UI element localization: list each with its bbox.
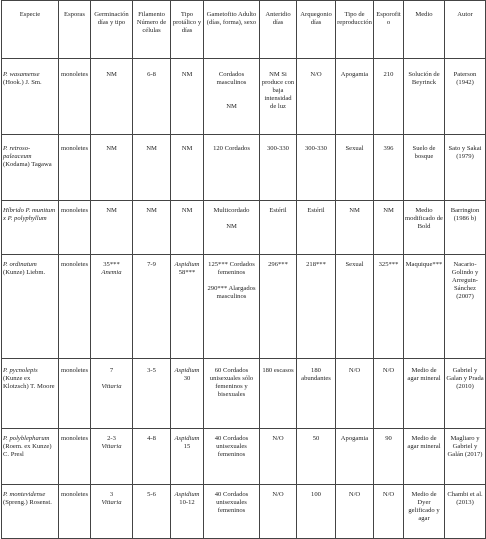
germinacion-tipo: Vittaria [101, 383, 122, 390]
cell-autor: Nacario-Golindo y Arreguin-Sánchez (2007) [445, 255, 486, 359]
cell-protalico [171, 59, 204, 135]
species-author: (Kunze) Liebm. [3, 269, 46, 276]
cell-esporofito: N/O [374, 485, 404, 539]
cell-esporofito: NM [374, 201, 404, 255]
species-name: P. retroso-paleaceum [3, 145, 32, 160]
table-row [2, 429, 486, 485]
table-row [2, 255, 486, 359]
table-row [2, 485, 486, 539]
germinacion-dias: 35*** [103, 261, 120, 268]
cell-protalico [171, 359, 204, 429]
protalico-tipo: NM [181, 207, 193, 214]
cell-arquegonio: 50 [297, 429, 336, 485]
cell-especie [2, 429, 59, 485]
cell-esporas: monoletes [59, 359, 91, 429]
gametofito-a: 120 Cordados [213, 145, 250, 152]
protalico-dias: 10-12 [179, 499, 195, 506]
germinacion-dias: 7 [109, 367, 114, 374]
cell-filamento: 5-6 [133, 485, 171, 539]
cell-germinacion [91, 59, 133, 135]
cell-reproduccion: NM [336, 201, 374, 255]
cell-arquegonio: 218*** [297, 255, 336, 359]
cell-gametofito [204, 201, 260, 255]
species-name: P. polyblepharum [3, 435, 50, 442]
cell-medio: Medio modificado de Bold [404, 201, 445, 255]
cell-especie [2, 485, 59, 539]
cell-medio: Suelo de bosque [404, 135, 445, 201]
cell-arquegonio: 180 abundantes [297, 359, 336, 429]
cell-esporas: monoletes [59, 201, 91, 255]
header-anteridio: Anteridio días [260, 1, 297, 59]
cell-germinacion [91, 359, 133, 429]
cell-anteridio: 180 escasos [260, 359, 297, 429]
gametofito-b: NM [226, 103, 237, 110]
cell-gametofito [204, 485, 260, 539]
header-row [2, 1, 486, 59]
protalico-tipo: Aspidium [174, 435, 200, 442]
header-gametofito: Gametofito Adulto (días, forma), sexo [204, 1, 260, 59]
protalico-dias: 15 [183, 443, 191, 450]
cell-medio: Medio de agar mineral [404, 429, 445, 485]
cell-medio: Medio de Dyer gelificado y agar [404, 485, 445, 539]
cell-protalico [171, 135, 204, 201]
header-autor: Autor [445, 1, 486, 59]
germinacion-dias: NM [106, 207, 117, 214]
species-name: P. montevidense [3, 491, 46, 498]
species-name: P. wasamense [3, 71, 40, 78]
germinacion-tipo: Anemia [101, 269, 122, 276]
cell-arquegonio: 300-330 [297, 135, 336, 201]
species-name: P. ordinatum [3, 261, 37, 268]
cell-gametofito [204, 255, 260, 359]
species-author: (Spreng.) Rosenst. [3, 499, 52, 506]
cell-esporas: monoletes [59, 485, 91, 539]
cell-anteridio: Estéril [260, 201, 297, 255]
protalico-tipo: Aspidium [174, 261, 200, 268]
cell-esporas: monoletes [59, 135, 91, 201]
cell-esporofito: 396 [374, 135, 404, 201]
cell-esporofito: 210 [374, 59, 404, 135]
gametofito-a: Multicordado [213, 207, 250, 214]
gametofito-b: 290*** Alargados masculinos [207, 285, 256, 300]
cell-filamento: NM [133, 135, 171, 201]
cell-esporas: monoletes [59, 429, 91, 485]
cell-autor: Sato y Sakai (1979) [445, 135, 486, 201]
cell-protalico [171, 429, 204, 485]
germinacion-tipo: Vittaria [101, 443, 122, 450]
cell-medio: Maquique*** [404, 255, 445, 359]
protalico-dias: 58*** [178, 269, 196, 276]
cell-esporas: monoletes [59, 255, 91, 359]
cell-esporas: monoletes [59, 59, 91, 135]
species-author: (Kunze ex Klotzsch) T. Moore [3, 375, 55, 390]
cell-esporofito: 325*** [374, 255, 404, 359]
cell-arquegonio: N/O [297, 59, 336, 135]
cell-autor: Magliaro y Gabriel y Galán (2017) [445, 429, 486, 485]
cell-especie [2, 135, 59, 201]
header-reproduccion: Tipo de reproducción [336, 1, 374, 59]
header-arquegonio: Arquegonio días [297, 1, 336, 59]
species-table [1, 0, 486, 539]
gametofito-a: 40 Cordados unisexuales femeninos [214, 491, 249, 514]
germinacion-dias: NM [106, 71, 117, 78]
protalico-tipo: NM [181, 71, 193, 78]
header-medio: Medio [404, 1, 445, 59]
table-row [2, 135, 486, 201]
header-especie: Especie [2, 1, 59, 59]
cell-filamento: 4-8 [133, 429, 171, 485]
cell-reproduccion: N/O [336, 359, 374, 429]
cell-especie [2, 59, 59, 135]
cell-esporofito: N/O [374, 359, 404, 429]
cell-medio: Solución de Beyrinck [404, 59, 445, 135]
protalico-tipo: Aspidium [174, 367, 200, 374]
cell-anteridio: NM Si produce con baja intensidad de luz [260, 59, 297, 135]
species-name: P. pycnolepis [3, 367, 38, 374]
cell-germinacion [91, 201, 133, 255]
cell-protalico [171, 485, 204, 539]
germinacion-dias: NM [106, 145, 117, 152]
header-esporofito: Esporofito [374, 1, 404, 59]
cell-esporofito: 90 [374, 429, 404, 485]
header-esporas: Esporas [59, 1, 91, 59]
cell-autor: Gabriel y Galan y Prada (2010) [445, 359, 486, 429]
table-row [2, 201, 486, 255]
cell-protalico [171, 201, 204, 255]
cell-arquegonio: Estéril [297, 201, 336, 255]
cell-filamento: 3-5 [133, 359, 171, 429]
cell-germinacion [91, 485, 133, 539]
cell-reproduccion: Apogamia [336, 429, 374, 485]
germinacion-tipo: Vittaria [101, 499, 122, 506]
protalico-tipo: NM [181, 145, 193, 152]
cell-arquegonio: 100 [297, 485, 336, 539]
germinacion-dias: 2-3 [107, 435, 116, 442]
species-author: (Kodama) Tagawa [3, 161, 52, 168]
header-germinacion: Germinación días y tipo [91, 1, 133, 59]
cell-reproduccion: Sexual [336, 135, 374, 201]
cell-especie [2, 255, 59, 359]
cell-anteridio: 300-330 [260, 135, 297, 201]
species-name: Híbrido P. munitum x P. polyphyllum [3, 207, 56, 222]
cell-filamento: 6-8 [133, 59, 171, 135]
cell-autor: Barrington (1986 b) [445, 201, 486, 255]
cell-gametofito [204, 429, 260, 485]
gametofito-b: NM [226, 223, 237, 230]
table-row [2, 59, 486, 135]
cell-gametofito [204, 59, 260, 135]
cell-anteridio: 296*** [260, 255, 297, 359]
cell-reproduccion: N/O [336, 485, 374, 539]
cell-filamento: NM [133, 201, 171, 255]
cell-autor: Paterson (1942) [445, 59, 486, 135]
species-author: (Roem. ex Kunze) C. Presl [3, 443, 52, 458]
protalico-dias: 30 [183, 375, 191, 382]
cell-germinacion [91, 429, 133, 485]
cell-autor: Chambi et al. (2013) [445, 485, 486, 539]
cell-reproduccion: Sexual [336, 255, 374, 359]
cell-gametofito [204, 359, 260, 429]
header-filamento: Filamento Número de células [133, 1, 171, 59]
cell-especie [2, 201, 59, 255]
germinacion-dias: 3 [109, 491, 114, 498]
table-row [2, 359, 486, 429]
gametofito-a: 40 Cordados unisexuales femeninos [214, 435, 249, 458]
gametofito-a: Cordados masculinos [216, 71, 247, 86]
cell-anteridio: N/O [260, 429, 297, 485]
cell-medio: Medio de agar mineral [404, 359, 445, 429]
cell-germinacion [91, 135, 133, 201]
cell-reproduccion: Apogamia [336, 59, 374, 135]
protalico-tipo: Aspidium [174, 491, 200, 498]
gametofito-a: 60 Cordados unisexuales sólo femeninos y bisexuales [209, 367, 254, 398]
cell-filamento: 7-9 [133, 255, 171, 359]
cell-gametofito [204, 135, 260, 201]
cell-anteridio: N/O [260, 485, 297, 539]
cell-protalico [171, 255, 204, 359]
gametofito-a: 125*** Cordados femeninos [208, 261, 255, 276]
cell-especie [2, 359, 59, 429]
species-author: (Hook.) J. Sm. [3, 79, 42, 86]
header-protalico: Tipo protálico y días [171, 1, 204, 59]
cell-germinacion [91, 255, 133, 359]
